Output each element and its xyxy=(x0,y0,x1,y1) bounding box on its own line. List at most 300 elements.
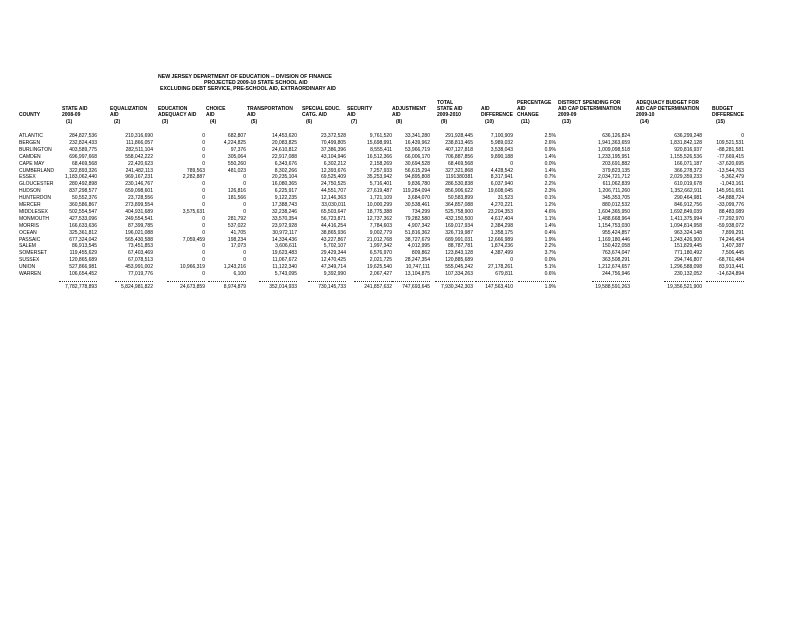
table-cell: 0 xyxy=(741,133,744,139)
total-separator xyxy=(392,281,430,282)
table-cell: 94,895,808 xyxy=(404,174,430,181)
table-cell: -13,544,763 xyxy=(717,167,744,174)
table-cell: 17,388,743 xyxy=(271,202,297,208)
table-cell: 558,042,222 xyxy=(125,153,153,160)
table-cell: 969,167,231 xyxy=(125,174,153,181)
table-cell: 66,006,170 xyxy=(404,153,430,160)
table-cell: 97,376 xyxy=(230,146,246,153)
table-cell: 5,702,107 xyxy=(323,243,346,250)
table-cell: 565,430,588 xyxy=(125,236,153,243)
column-header-1-bot: COUNTY xyxy=(19,112,41,118)
table-cell: 2,158,269 xyxy=(369,160,392,167)
table-cell: 87,399,785 xyxy=(127,222,153,229)
table-cell: 3.7% xyxy=(544,250,556,257)
total-cell: 19,588,591,263 xyxy=(595,283,630,290)
total-separator xyxy=(706,281,744,282)
total-cell: 5,824,981,822 xyxy=(121,283,153,290)
table-cell: 6,037,940 xyxy=(490,181,513,188)
table-cell: 0 xyxy=(243,181,246,188)
table-cell: 1.9% xyxy=(544,236,556,243)
table-cell: -1,043,161 xyxy=(720,181,744,188)
table-cell: 427,533,096 xyxy=(69,215,97,222)
table-cell: 16,439,962 xyxy=(404,139,430,146)
table-cell: 11,122,340 xyxy=(272,264,297,271)
table-cell: 19,623,483 xyxy=(271,250,297,257)
table-cell: 0 xyxy=(243,202,246,208)
table-cell: 44,551,707 xyxy=(320,188,346,195)
table-cell: 10,747,111 xyxy=(405,264,430,271)
table-cell: 88,483,089 xyxy=(718,208,744,215)
table-cell: 19,625,540 xyxy=(366,264,392,271)
county-name: MORRIS xyxy=(19,222,39,229)
table-cell: 325,361,812 xyxy=(69,229,97,236)
column-header-12-bot: CHANGE xyxy=(517,112,539,118)
column-header-11-bot: DIFFERENCE xyxy=(481,112,513,118)
table-cell: 5,743,095 xyxy=(274,271,297,277)
table-cell: 281,792 xyxy=(227,215,246,222)
table-cell: 610,019,678 xyxy=(674,181,702,188)
table-cell: 126,816 xyxy=(227,188,246,195)
table-cell: 5,716,401 xyxy=(369,181,392,188)
table-cell: 232,824,433 xyxy=(69,139,97,146)
table-cell: 1,692,849,039 xyxy=(670,208,702,215)
table-cell: 481,023 xyxy=(227,167,246,174)
table-cell: 0 xyxy=(243,257,246,264)
column-header-11-mid: AID xyxy=(481,106,490,112)
column-header-15-bot: DIFFERENCE xyxy=(712,112,744,118)
table-cell: 5,989,032 xyxy=(490,139,513,146)
column-header-8-mid: SECURITY xyxy=(347,106,373,112)
county-name: OCEAN xyxy=(19,229,37,236)
table-cell: 0 xyxy=(202,160,205,167)
table-cell: 0 xyxy=(202,271,205,277)
column-header-2-mid: STATE AID xyxy=(62,106,88,112)
column-header-4-num: (3) xyxy=(162,119,169,125)
title-line-1: NEW JERSEY DEPARTMENT OF EDUCATION -- DIVISION OF FINANCE xyxy=(158,74,332,80)
column-header-13-mid: AID CAP DETERMINATION xyxy=(558,106,622,112)
table-cell: 9,890,188 xyxy=(490,153,513,160)
total-separator xyxy=(259,281,297,282)
table-cell: -14,624,894 xyxy=(717,271,744,277)
county-name: SOMERSET xyxy=(19,250,48,257)
table-cell: 11,067,672 xyxy=(272,257,297,264)
table-cell: 0 xyxy=(243,208,246,215)
table-cell: 407,127,818 xyxy=(445,146,473,153)
column-header-5-bot: AID xyxy=(206,112,215,118)
column-header-12-top: PERCENTAGE xyxy=(517,100,552,106)
table-cell: 13,104,875 xyxy=(404,271,430,277)
table-cell: 27,178,261 xyxy=(487,264,513,271)
column-header-13-num: (13) xyxy=(562,119,571,125)
table-cell: 9,002,779 xyxy=(369,229,392,236)
table-cell: 2,034,721,712 xyxy=(598,174,630,181)
table-cell: 0 xyxy=(202,250,205,257)
table-cell: 636,126,824 xyxy=(602,133,630,139)
table-cell: 238,813,465 xyxy=(445,139,473,146)
table-cell: 1,874,236 xyxy=(490,243,513,250)
table-cell: 1,407,387 xyxy=(721,243,744,250)
table-cell: 20,083,825 xyxy=(271,139,297,146)
table-cell: 706,887,856 xyxy=(445,153,473,160)
table-cell: 4,270,221 xyxy=(490,202,513,208)
table-cell: 44,416,254 xyxy=(320,222,346,229)
table-cell: 4,617,404 xyxy=(490,215,513,222)
table-cell: 0 xyxy=(510,160,513,167)
table-cell: 6,225,917 xyxy=(274,188,297,195)
table-cell: 29,429,344 xyxy=(320,250,346,257)
table-cell: 880,012,532 xyxy=(602,202,630,208)
title-line-3: EXCLUDING DEBT SERVICE, PRE-SCHOOL AID, EXTRAORDINARY AID xyxy=(160,86,336,92)
county-name: BERGEN xyxy=(19,139,41,146)
table-cell: 1.2% xyxy=(544,202,556,208)
table-cell: 1,358,175 xyxy=(490,229,513,236)
table-cell: 955,424,857 xyxy=(602,229,630,236)
total-cell: 19,356,521,900 xyxy=(667,283,702,290)
table-cell: -77,669,415 xyxy=(717,153,744,160)
total-separator xyxy=(115,281,153,282)
table-cell: 119,455,629 xyxy=(69,250,97,257)
table-cell: 67,078,513 xyxy=(127,257,153,264)
column-header-14-bot: 2009-10 xyxy=(636,112,655,118)
table-cell: 56,723,871 xyxy=(320,215,346,222)
column-header-4-bot: ADEQUACY AID xyxy=(158,112,197,118)
column-header-14-top: ADEQUACY BUDGET FOR xyxy=(636,100,699,106)
table-cell: 379,823,135 xyxy=(602,167,630,174)
table-cell: 550,260 xyxy=(227,160,246,167)
table-cell: 8,302,266 xyxy=(274,167,297,174)
column-header-9-mid: ADJUSTMENT xyxy=(392,106,427,112)
table-cell: 20,235,104 xyxy=(271,174,297,181)
table-cell: 38,727,679 xyxy=(404,236,430,243)
table-cell: 0 xyxy=(243,174,246,181)
county-name: CUMBERLAND xyxy=(19,167,55,174)
table-cell: 0 xyxy=(202,133,205,139)
table-cell: 169,017,934 xyxy=(445,222,473,229)
column-header-15-mid: BUDGET xyxy=(712,106,734,112)
column-header-6-bot: AID xyxy=(247,112,256,118)
column-header-7-num: (6) xyxy=(306,119,313,125)
table-cell: 56,615,294 xyxy=(404,167,430,174)
table-cell: 280,492,898 xyxy=(69,181,97,188)
table-cell: 3,684,070 xyxy=(407,195,430,202)
table-cell: 1,488,668,964 xyxy=(598,215,630,222)
table-cell: 69,525,409 xyxy=(320,174,346,181)
table-cell: 2,029,359,233 xyxy=(670,174,702,181)
table-cell: 8,317,941 xyxy=(490,174,513,181)
table-cell: 12,666,989 xyxy=(487,236,513,243)
table-cell: 249,554,541 xyxy=(125,215,153,222)
column-header-9-bot: AID xyxy=(392,112,401,118)
table-cell: 107,334,263 xyxy=(445,271,473,277)
total-cell: 241,857,632 xyxy=(364,283,392,290)
table-cell: 4,387,499 xyxy=(490,250,513,257)
table-cell: 0 xyxy=(202,153,205,160)
table-cell: 9,122,235 xyxy=(274,195,297,202)
table-cell: 10,966,319 xyxy=(179,264,205,271)
table-cell: 1,411,375,994 xyxy=(670,215,702,222)
table-cell: 166,633,636 xyxy=(69,222,97,229)
table-cell: 53,966,719 xyxy=(404,146,430,153)
table-cell: 86,913,545 xyxy=(71,243,97,250)
table-cell: 1,212,674,657 xyxy=(598,264,630,271)
table-cell: 1,094,814,958 xyxy=(670,222,702,229)
table-cell: 403,589,775 xyxy=(69,146,97,153)
table-cell: 14,334,436 xyxy=(271,236,297,243)
table-cell: 77,019,776 xyxy=(127,271,153,277)
table-cell: 83,913,441 xyxy=(718,264,744,271)
table-cell: 67,403,469 xyxy=(127,250,153,257)
county-name: ATLANTIC xyxy=(19,133,43,139)
table-cell: 24,610,812 xyxy=(271,146,297,153)
table-cell: 203,691,882 xyxy=(602,160,630,167)
table-cell: 682,807 xyxy=(227,133,246,139)
table-cell: 151,829,445 xyxy=(674,243,702,250)
county-name: UNION xyxy=(19,264,36,271)
table-cell: 7,784,603 xyxy=(369,222,392,229)
total-separator xyxy=(59,281,97,282)
table-cell: 0.0% xyxy=(544,160,556,167)
column-header-3-num: (2) xyxy=(114,119,121,125)
table-cell: 284,827,536 xyxy=(69,133,97,139)
table-cell: 0 xyxy=(243,250,246,257)
table-cell: 106,654,452 xyxy=(69,271,97,277)
column-header-14-mid: AID CAP DETERMINATION xyxy=(636,106,700,112)
table-cell: 79,282,580 xyxy=(404,215,430,222)
total-cell: 730,145,733 xyxy=(318,283,346,290)
table-cell: 789,563 xyxy=(186,167,205,174)
total-cell: 8,974,879 xyxy=(223,283,246,290)
column-header-10-top: TOTAL xyxy=(437,100,454,106)
table-cell: 27,619,487 xyxy=(366,188,392,195)
table-cell: 611,062,839 xyxy=(602,181,630,188)
table-cell: 30,694,528 xyxy=(404,160,430,167)
table-cell: 363,508,291 xyxy=(602,257,630,264)
table-cell: -77,292,970 xyxy=(717,215,744,222)
table-cell: 432,150,500 xyxy=(445,215,473,222)
table-cell: 16,512,366 xyxy=(366,153,392,160)
county-name: BURLINGTON xyxy=(19,146,52,153)
table-cell: -33,099,776 xyxy=(717,202,744,208)
column-header-11-num: (10) xyxy=(485,119,494,125)
table-cell: 123,843,128 xyxy=(445,250,473,257)
table-cell: 65,503,647 xyxy=(320,208,346,215)
table-cell: 210,316,690 xyxy=(125,133,153,139)
county-name: MIDDLESEX xyxy=(19,208,48,215)
table-cell: 2.2% xyxy=(544,243,556,250)
table-cell: 771,180,492 xyxy=(674,250,702,257)
column-header-8-num: (7) xyxy=(351,119,358,125)
table-cell: 0.0% xyxy=(544,257,556,264)
table-cell: 502,554,547 xyxy=(69,208,97,215)
county-name: MERCER xyxy=(19,202,41,208)
column-header-12-mid: AID xyxy=(517,106,526,112)
table-cell: 196,021,088 xyxy=(125,229,153,236)
column-header-10-mid: STATE AID xyxy=(437,106,463,112)
table-cell: 51,816,362 xyxy=(404,229,430,236)
table-cell: 16,080,365 xyxy=(271,181,297,188)
table-cell: 273,899,554 xyxy=(125,202,153,208)
column-header-10-num: (9) xyxy=(441,119,448,125)
table-cell: 109,521,531 xyxy=(716,139,744,146)
column-header-4-mid: EDUCATION xyxy=(158,106,188,112)
table-cell: 286,530,838 xyxy=(445,181,473,188)
table-cell: 1,243,216 xyxy=(223,264,246,271)
county-name: HUDSON xyxy=(19,188,41,195)
county-name: SUSSEX xyxy=(19,257,40,264)
table-cell: 9,836,780 xyxy=(407,181,430,188)
table-cell: 47,349,714 xyxy=(320,264,346,271)
county-name: HUNTERDON xyxy=(19,195,51,202)
column-header-6-mid: TRANSPORTATION xyxy=(247,106,293,112)
table-cell: 366,278,372 xyxy=(674,167,702,174)
table-cell: 0 xyxy=(202,188,205,195)
table-cell: 846,912,756 xyxy=(674,202,702,208)
column-header-3-bot: AID xyxy=(110,112,119,118)
total-separator xyxy=(354,281,392,282)
table-cell: 1,155,526,536 xyxy=(670,153,702,160)
table-cell: 1,154,753,030 xyxy=(598,222,630,229)
table-cell: 12,470,425 xyxy=(320,257,346,264)
total-separator xyxy=(308,281,346,282)
table-cell: 1,233,195,951 xyxy=(598,153,630,160)
table-cell: 150,422,058 xyxy=(602,243,630,250)
table-cell: 360,586,867 xyxy=(69,202,97,208)
table-cell: 23,204,353 xyxy=(487,208,513,215)
county-name: CAPE MAY xyxy=(19,160,45,167)
column-header-14-num: (14) xyxy=(640,119,649,125)
table-cell: 809,862 xyxy=(411,250,430,257)
total-cell: 352,014,933 xyxy=(269,283,297,290)
table-cell: 120,865,689 xyxy=(69,257,97,264)
table-cell: -88,281,581 xyxy=(717,146,744,153)
table-cell: 2,384,298 xyxy=(490,222,513,229)
table-cell: 294,746,807 xyxy=(674,257,702,264)
total-cell: 7,782,778,893 xyxy=(65,283,97,290)
table-cell: 322,893,326 xyxy=(69,167,97,174)
table-cell: 1,183,062,440 xyxy=(65,174,97,181)
table-cell: 19,608,045 xyxy=(487,188,513,195)
table-cell: 7,059,459 xyxy=(182,236,205,243)
table-cell: 241,482,113 xyxy=(125,167,153,174)
table-cell: 0 xyxy=(202,181,205,188)
table-cell: 4,907,342 xyxy=(407,222,430,229)
table-cell: 17,073 xyxy=(230,243,246,250)
table-cell: 1.4% xyxy=(544,222,556,229)
table-cell: 15,698,991 xyxy=(366,139,392,146)
table-cell: 12,393,676 xyxy=(320,167,346,174)
column-header-6-num: (5) xyxy=(251,119,258,125)
total-cell: 7,930,342,303 xyxy=(441,283,473,290)
table-cell: -54,888,724 xyxy=(717,195,744,202)
column-header-3-mid: EQUALIZATION xyxy=(110,106,148,112)
total-cell: 24,673,859 xyxy=(179,283,205,290)
table-cell: 33,570,354 xyxy=(271,215,297,222)
table-cell: 6,576,970 xyxy=(369,250,392,257)
table-cell: 10,000,299 xyxy=(366,202,392,208)
table-cell: 920,816,937 xyxy=(674,146,702,153)
table-cell: 145,951,651 xyxy=(716,188,744,195)
table-cell: 24,750,525 xyxy=(320,181,346,188)
table-cell: 1,352,662,911 xyxy=(670,188,702,195)
table-cell: 2.2% xyxy=(544,181,556,188)
table-cell: 230,132,052 xyxy=(674,271,702,277)
table-cell: 244,756,946 xyxy=(602,271,630,277)
table-cell: 30,538,461 xyxy=(404,202,430,208)
table-cell: 12,737,362 xyxy=(366,215,392,222)
table-cell: 1.1% xyxy=(544,215,556,222)
table-cell: 327,321,868 xyxy=(445,167,473,174)
table-cell: 4.6% xyxy=(544,208,556,215)
table-cell: 0 xyxy=(202,139,205,146)
table-cell: 1191380381 xyxy=(445,174,473,181)
table-cell: 4,428,542 xyxy=(490,167,513,174)
table-cell: 41,705 xyxy=(230,229,246,236)
total-separator xyxy=(435,281,473,282)
table-cell: 23,728,556 xyxy=(127,195,153,202)
table-cell: 166,071,187 xyxy=(674,160,702,167)
table-cell: 1,206,711,260 xyxy=(598,188,630,195)
table-cell: 88,787,781 xyxy=(447,243,473,250)
table-cell: 282,511,104 xyxy=(125,146,153,153)
table-cell: 73,451,853 xyxy=(127,243,153,250)
table-cell: -59,938,072 xyxy=(717,222,744,229)
county-name: WARREN xyxy=(19,271,42,277)
table-cell: 23,972,928 xyxy=(271,222,297,229)
table-cell: 1,604,365,950 xyxy=(598,208,630,215)
column-header-2-bot: 2008-09 xyxy=(62,112,81,118)
table-cell: 1,243,426,900 xyxy=(670,236,702,243)
table-cell: 9,761,520 xyxy=(369,133,392,139)
table-cell: 30,972,117 xyxy=(272,229,297,236)
table-cell: 68,469,568 xyxy=(447,160,473,167)
table-cell: 1,169,180,446 xyxy=(598,236,630,243)
table-cell: 33,341,280 xyxy=(404,133,430,139)
table-cell: 0 xyxy=(202,243,205,250)
table-cell: 3,606,611 xyxy=(275,243,297,250)
table-cell: 0 xyxy=(510,257,513,264)
table-cell: 0 xyxy=(202,146,205,153)
county-name: MONMOUTH xyxy=(19,215,49,222)
table-cell: 3,538,043 xyxy=(490,146,513,153)
table-cell: 21,012,768 xyxy=(366,236,392,243)
table-cell: 0 xyxy=(202,202,205,208)
table-cell: 37,386,396 xyxy=(320,146,346,153)
table-cell: 1,296,588,098 xyxy=(670,264,702,271)
table-cell: 1,997,342 xyxy=(369,243,392,250)
table-cell: 2,067,427 xyxy=(369,271,392,277)
column-header-15-num: (15) xyxy=(716,119,725,125)
table-cell: 0.1% xyxy=(544,195,556,202)
table-cell: 2,021,725 xyxy=(369,257,392,264)
table-cell: 181,566 xyxy=(227,195,246,202)
table-cell: 7,100,909 xyxy=(490,133,513,139)
table-cell: 111,866,057 xyxy=(125,139,153,146)
table-cell: 43,104,946 xyxy=(320,153,346,160)
table-cell: 6,100 xyxy=(233,271,246,277)
table-cell: 7,506,445 xyxy=(721,250,744,257)
table-cell: 0 xyxy=(202,222,205,229)
county-name: SALEM xyxy=(19,243,36,250)
total-separator xyxy=(167,281,205,282)
title-line-2: PROJECTED 2009-10 STATE SCHOOL AID xyxy=(204,80,308,86)
table-cell: -5,362,479 xyxy=(720,174,744,181)
table-cell: 0 xyxy=(202,195,205,202)
table-cell: 22,420,623 xyxy=(127,160,153,167)
column-header-7-mid: SPECIAL EDUC. xyxy=(302,106,341,112)
table-cell: 7,257,933 xyxy=(369,167,392,174)
table-cell: 0.9% xyxy=(544,146,556,153)
county-name: CAMDEN xyxy=(19,153,41,160)
